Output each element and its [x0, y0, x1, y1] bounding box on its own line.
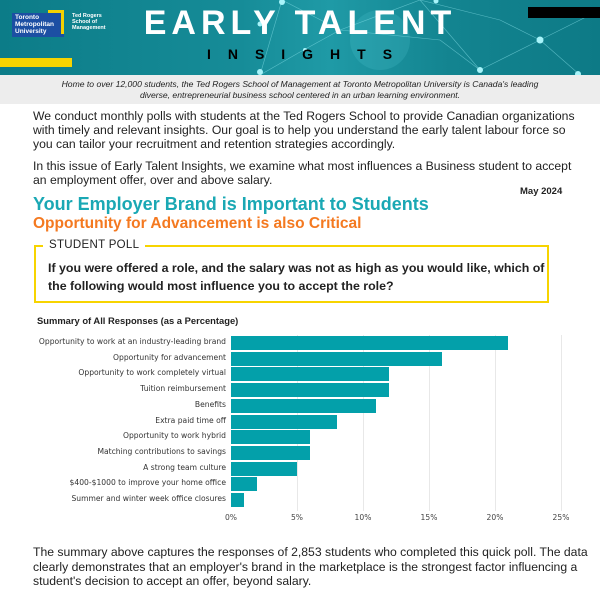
- x-axis-tick: 25%: [552, 513, 570, 522]
- bar: [231, 477, 257, 491]
- chart-row: [0, 492, 600, 508]
- bar: [231, 446, 310, 460]
- chart-row: [0, 398, 600, 414]
- tagline-line-2: diverse, entrepreneurial business school centered in an urban learning environment.: [139, 90, 461, 100]
- chart-row: [0, 335, 600, 351]
- chart-row: [0, 445, 600, 461]
- bar: [231, 462, 297, 476]
- chart-row: [0, 476, 600, 492]
- logo-line-1: Toronto: [15, 14, 40, 21]
- bar-label: Tuition reimbursement: [140, 384, 226, 394]
- bar: [231, 367, 389, 381]
- bar-label: $400-$1000 to improve your home office: [69, 478, 226, 488]
- bar: [231, 399, 376, 413]
- headline: Your Employer Brand is Important to Students: [33, 194, 429, 214]
- chart-row: [0, 461, 600, 477]
- bar-label: Opportunity to work hybrid: [123, 431, 226, 441]
- school-line-2: School of: [72, 19, 98, 25]
- tagline-line-1: Home to over 12,000 students, the Ted Rogers School of Management at Toronto Metropolitan University is Canada's leading: [61, 79, 539, 89]
- x-axis-tick: 5%: [290, 513, 304, 522]
- bar: [231, 383, 389, 397]
- chart-row: [0, 429, 600, 445]
- chart-row: [0, 414, 600, 430]
- bar: [231, 430, 310, 444]
- poll-question: If you were offered a role, and the salary was not as high as you would like, which of the following would most influence you to accept the role?: [48, 261, 545, 293]
- school-line-1: Ted Rogers: [72, 13, 102, 19]
- chart-row: [0, 382, 600, 398]
- header-banner: [0, 0, 600, 75]
- bar-label: Opportunity to work at an industry-leading brand: [38, 337, 226, 346]
- chart-title: Summary of All Responses (as a Percentage): [37, 315, 239, 326]
- logo-line-2: Metropolitan: [15, 21, 54, 28]
- bar-label: Matching contributions to savings: [97, 446, 226, 456]
- logo-line-3: University: [15, 28, 47, 35]
- x-axis-tick: 0%: [224, 513, 238, 522]
- poll-label: STUDENT POLL: [43, 239, 145, 251]
- summary-paragraph: The summary above captures the responses of 2,853 students who completed this quick poll. The data clearly demonstrates that an employer's brand in the marketplace is the strongest factor influencing a student's decision to accept an offer, beyond salary.: [33, 545, 588, 588]
- bar-label: A strong team culture: [143, 462, 226, 472]
- x-axis-tick: 20%: [486, 513, 504, 522]
- chart-row: [0, 366, 600, 382]
- bar: [231, 415, 337, 429]
- bar-label: Opportunity for advancement: [113, 352, 226, 362]
- bar-label: Extra paid time off: [155, 415, 226, 425]
- tagline: [0, 75, 600, 104]
- bar-label: Benefits: [194, 399, 226, 409]
- bar: [231, 336, 508, 350]
- bar-chart: [0, 335, 600, 530]
- page-title: EARLY TALENT: [143, 4, 457, 42]
- subheadline: Opportunity for Advancement is also Critical: [33, 215, 362, 232]
- bar-label: Opportunity to work completely virtual: [78, 368, 226, 378]
- bar: [231, 493, 244, 507]
- x-axis-tick: 10%: [354, 513, 372, 522]
- intro-paragraph-1: We conduct monthly polls with students at the Ted Rogers School to provide Canadian organizations with timely and relevant insights. Our goal is to help you understand the early talent labour force so you can tailor your recruitment and retention strategies accordingly.: [33, 109, 575, 151]
- chart-row: [0, 351, 600, 367]
- school-line-3: Management: [72, 25, 106, 31]
- x-axis-tick: 15%: [420, 513, 438, 522]
- bar-label: Summer and winter week office closures: [71, 494, 226, 503]
- issue-date: May 2024: [520, 186, 563, 197]
- bar: [231, 352, 442, 366]
- intro-paragraph-2: In this issue of Early Talent Insights, we examine what most influences a Business student to accept an employment offer, over and above salary.: [33, 159, 572, 187]
- page-subtitle: INSIGHTS: [206, 46, 410, 62]
